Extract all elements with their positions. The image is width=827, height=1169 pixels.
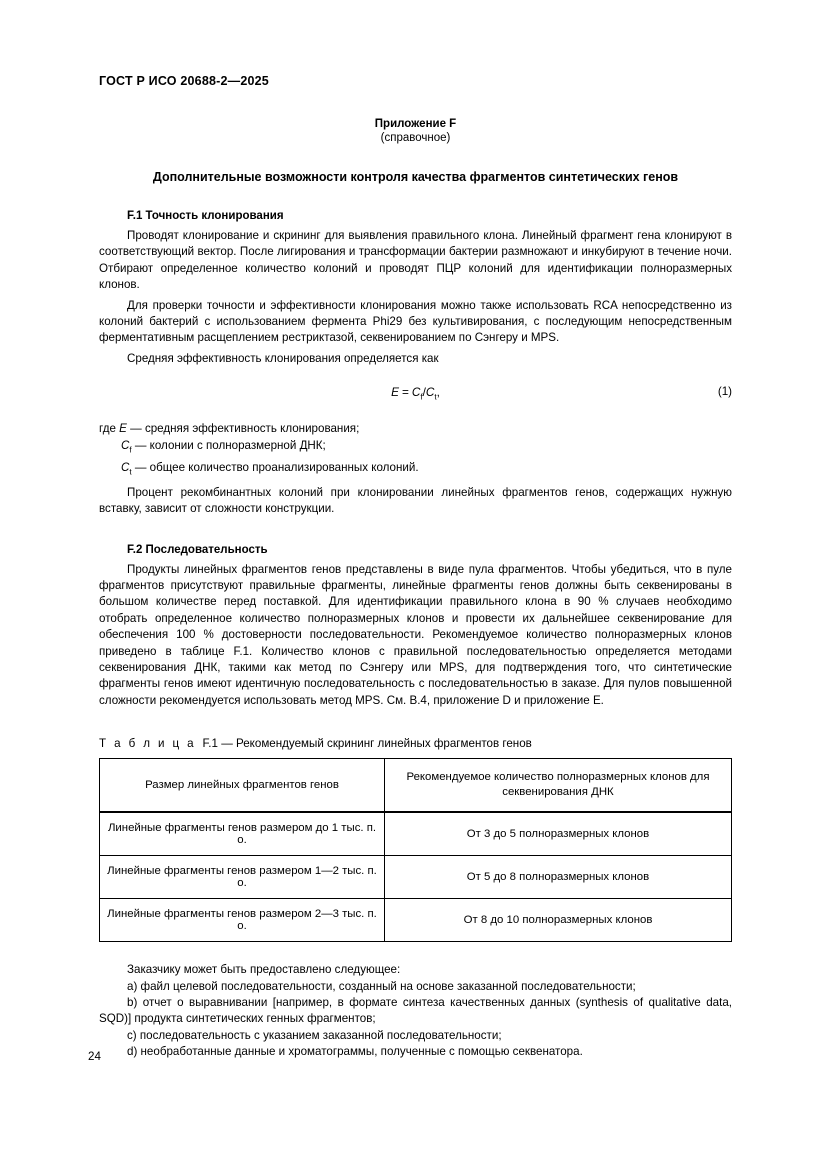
recommended-screening-table: [99, 758, 732, 942]
formula-denominator-sub: t: [434, 392, 437, 402]
where-symbol-e: E: [119, 421, 127, 435]
deliverables-lead: Заказчику может быть предоставлено следующее:: [127, 963, 401, 977]
where-intro: где: [99, 421, 116, 435]
paragraph-f1-4: Процент рекомбинантных колоний при клонировании линейных фрагментов генов, содержащих нужную вставку, зависит от сложности конструкции.: [99, 485, 732, 516]
page-number: 24: [88, 1050, 101, 1063]
where-symbol-cf-sub: f: [129, 445, 132, 455]
table-caption-text: — Рекомендуемый скрининг линейных фрагментов генов: [221, 737, 532, 751]
where-symbol-ct-base: C: [121, 460, 130, 474]
annex-status: (справочное): [380, 132, 451, 144]
formula-denominator: C: [425, 385, 435, 400]
formula-numerator-sub: f: [420, 392, 423, 402]
where-text-ct: — общее количество проанализированных колоний.: [134, 460, 419, 474]
formula-var-e: E: [391, 385, 399, 400]
section-heading-f2: F.2 Последовательность: [127, 543, 268, 556]
table-cell-size: Линейные фрагменты генов размером 2—3 тыс. п. о.: [100, 899, 385, 942]
list-item: c) последовательность с указанием заказанной последовательности;: [127, 1028, 502, 1042]
formula-numerator: C: [411, 385, 421, 400]
where-symbol-ct: [121, 460, 132, 477]
where-text-e: — средняя эффективность клонирования;: [130, 421, 360, 435]
table-cell-clones: От 3 до 5 полноразмерных клонов: [385, 812, 732, 856]
where-symbol-ct-sub: t: [129, 467, 132, 477]
table-row: [100, 856, 732, 899]
formula-row: [99, 385, 732, 401]
formula-expression: [391, 385, 440, 402]
where-text-cf: — колонии с полноразмерной ДНК;: [134, 439, 326, 453]
standard-header: ГОСТ Р ИСО 20688-2—2025: [99, 74, 269, 88]
paragraph-f2-1: Продукты линейных фрагментов генов представлены в виде пула фрагментов. Чтобы убедиться, что в пуле фрагментов присутствуют правильные фрагменты, линейные фрагменты генов должны быть секвенированы в большом количестве перед поставкой. Для идентификации правильного клона в 90 % случаев необходимо отобрать определенное количество полноразмерных клонов и провести их дальнейшее секвенирование для обеспечения 100 % достоверности последовательности. Рекомендуемое количество полноразмерных клонов приведено в таблице F.1. Количество клонов с правильной последовательностью определяется методами секвенирования ДНК, такими как метод по Сэнгеру или MPS, для подтверждения того, что синтетические фрагменты генов имеют идентичную последовательность с последовательностью в заказе. Для пулов повышенной сложности рекомендуется использовать метод MPS. См. B.4, приложение D и приложение E.: [99, 562, 732, 707]
formula-equals: =: [401, 385, 409, 400]
table-cell-size: Линейные фрагменты генов размером до 1 тыс. п. о.: [100, 812, 385, 856]
table-header-size: Размер линейных фрагментов генов: [100, 759, 385, 813]
table-caption-number: F.1: [202, 737, 218, 751]
deliverables-block: [99, 962, 732, 1060]
page-content: [99, 118, 732, 1061]
equation-number: (1): [717, 385, 732, 399]
annex-label: Приложение F: [374, 118, 457, 130]
where-symbol-cf: [121, 439, 132, 455]
table-cell-clones: От 5 до 8 полноразмерных клонов: [385, 856, 732, 899]
table-row: [100, 812, 732, 856]
formula-slash: /: [422, 385, 426, 400]
list-item: d) необработанные данные и хроматограммы, полученные с помощью секвенатора.: [127, 1045, 583, 1059]
table-header-row: [100, 759, 732, 813]
section-heading-f1: F.1 Точность клонирования: [127, 210, 284, 222]
where-symbol-cf-base: C: [121, 439, 130, 453]
annex-title: Дополнительные возможности контроля качества фрагментов синтетических генов: [152, 170, 679, 184]
paragraph-f1-1: Проводят клонирование и скрининг для выявления правильного клона. Линейный фрагмент гена клонируют в соответствующий вектор. После лигирования и трансформации бактерии размножают и инкубируют в течение ночи. Отбирают определенное количество колоний и проводят ПЦР колоний для идентификации полноразмерных клонов.: [99, 229, 732, 292]
where-block: [99, 420, 732, 481]
table-caption: [99, 737, 732, 750]
table-header-clones: Рекомендуемое количество полноразмерных клонов для секвенирования ДНК: [385, 759, 732, 813]
list-item: a) файл целевой последовательности, созданный на основе заказанной последовательности;: [127, 979, 636, 993]
list-item: b) отчет о выравнивании [например, в формате синтеза качественных данных (synthesis of qualitative data, SQD)] продукта синтетических генных фрагментов;: [99, 996, 732, 1026]
paragraph-f1-3: Средняя эффективность клонирования определяется как: [127, 351, 439, 365]
where-line-e: [99, 420, 732, 438]
where-line-cf: [99, 437, 732, 459]
table-caption-prefix: Т а б л и ц а: [99, 737, 197, 751]
table-row: [100, 899, 732, 942]
table-cell-clones: От 8 до 10 полноразмерных клонов: [385, 899, 732, 942]
formula-comma: ,: [436, 385, 440, 400]
table-cell-size: Линейные фрагменты генов размером 1—2 тыс. п. о.: [100, 856, 385, 899]
where-line-ct: [99, 459, 732, 481]
paragraph-f1-2: Для проверки точности и эффективности клонирования можно также использовать RCA непосредственно из колоний бактерий с использованием фермента Phi29 без культивирования, с последующим непосредственным ферментативным расщеплением рестриктазой, секвенированием по Сэнгеру и MPS.: [99, 298, 732, 345]
